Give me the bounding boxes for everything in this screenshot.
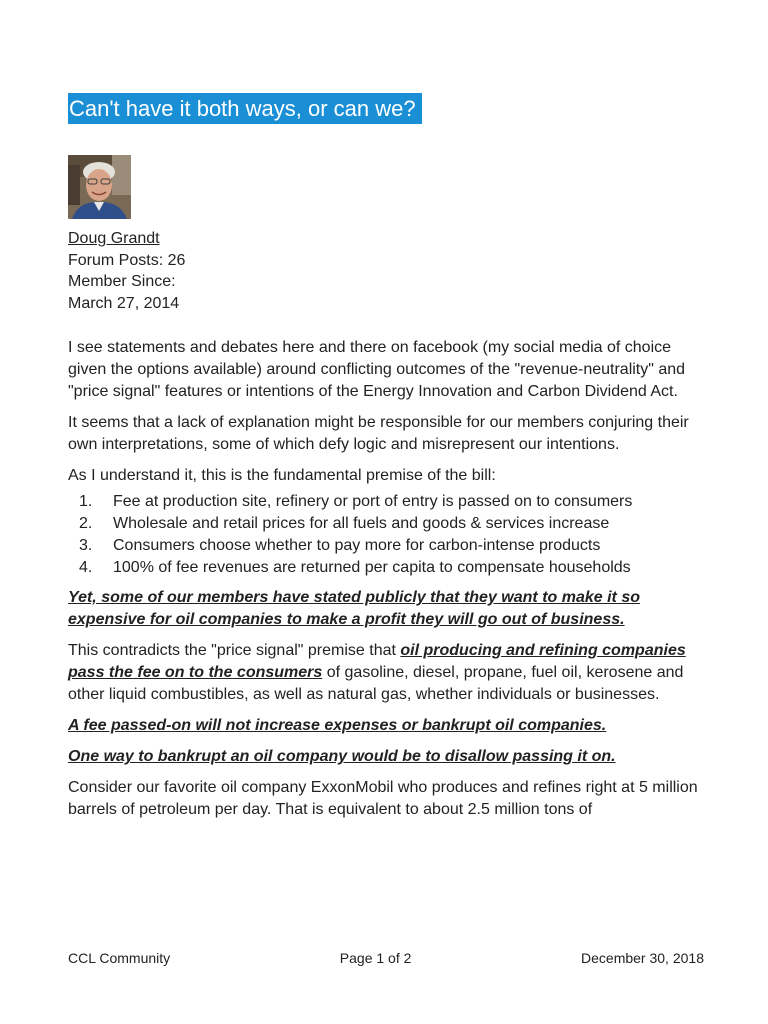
paragraph-2: It seems that a lack of explanation might be responsible for our members conjuring their own interpretations, some of which defy logic and misrepresent our intentions.: [68, 414, 689, 453]
list-item-text: Wholesale and retail prices for all fuels and goods & services increase: [113, 515, 610, 532]
consider-paragraph: Consider our favorite oil company ExxonMobil who produces and refines right at 5 million barrels of petroleum per day. That is equivalent to about 2.5 million tons of: [68, 779, 698, 818]
contradicts-pre: This contradicts the "price signal" premise that: [68, 642, 401, 659]
list-item-text: Fee at production site, refinery or port of entry is passed on to consumers: [113, 493, 633, 510]
list-item: [68, 513, 708, 535]
one-way-statement: One way to bankrupt an oil company would be to disallow passing it on.: [68, 748, 616, 765]
contradicts-post: of gasoline, diesel, propane, fuel oil, kerosene and other liquid combustibles, as well as natural gas, whether individuals or businesses.: [68, 664, 684, 703]
list-item-text: 100% of fee revenues are returned per capita to compensate households: [113, 559, 631, 576]
contradicts-paragraph: [68, 640, 708, 706]
list-item: [68, 491, 708, 513]
yet-statement: Yet, some of our members have stated publicly that they want to make it so expensive for oil companies to make a profit they will go out of business.: [68, 589, 640, 628]
contradicts-emphasis: oil producing and refining companies pass the fee on to the consumers: [68, 642, 686, 681]
footer-left: CCL Community: [68, 950, 171, 966]
fee-passed-statement: A fee passed-on will not increase expenses or bankrupt oil companies.: [68, 717, 607, 734]
paragraph-3: As I understand it, this is the fundamental premise of the bill:: [68, 467, 496, 484]
list-item: [68, 535, 708, 557]
author-name-link[interactable]: Doug Grandt: [68, 230, 160, 247]
page-footer: [68, 949, 704, 967]
user-photo-icon: [68, 155, 131, 219]
footer-date: December 30, 2018: [581, 950, 704, 966]
avatar[interactable]: [68, 155, 131, 219]
document-page: [68, 0, 708, 1024]
member-since-date: March 27, 2014: [68, 294, 180, 312]
page-title: Can't have it both ways, or can we?: [68, 93, 422, 124]
list-item: [68, 557, 708, 579]
post-body: [68, 337, 708, 830]
footer-page-number: Page 1 of 2: [339, 950, 412, 966]
list-item-number: 4.: [79, 559, 93, 576]
list-item-number: 1.: [79, 493, 93, 510]
list-item-text: Consumers choose whether to pay more for carbon-intense products: [113, 537, 601, 554]
premise-list: [68, 491, 708, 579]
list-item-number: 2.: [79, 515, 93, 532]
forum-posts: Forum Posts: 26: [68, 251, 186, 269]
paragraph-1: I see statements and debates here and there on facebook (my social media of choice given the options available) around conflicting outcomes of the "revenue-neutrality" and "price signal" features or intentions of the Energy Innovation and Carbon Dividend Act.: [68, 339, 686, 400]
list-item-number: 3.: [79, 537, 93, 554]
author-info: [68, 228, 185, 314]
member-since-label: Member Since:: [68, 273, 176, 290]
